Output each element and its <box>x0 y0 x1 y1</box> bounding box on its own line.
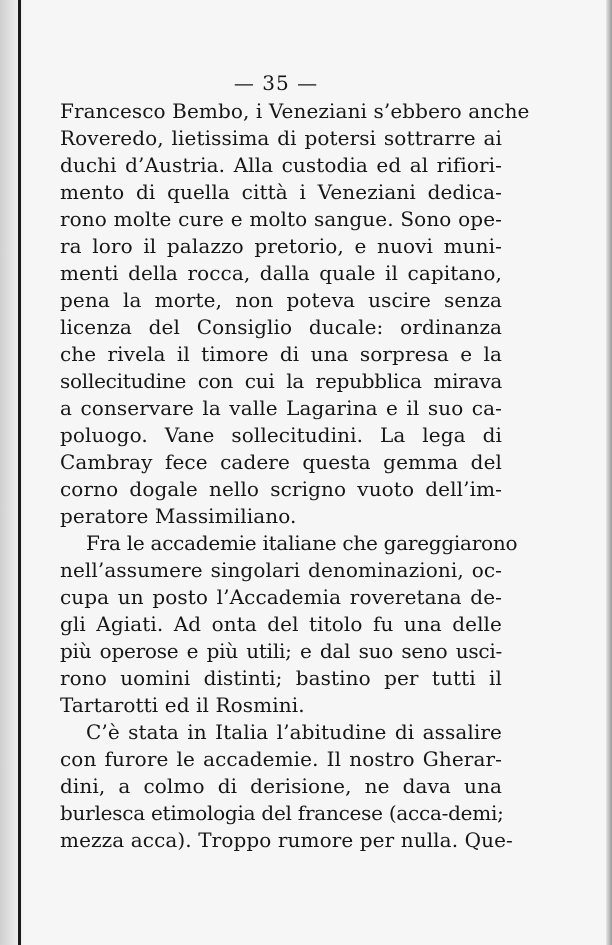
page-number: — 35 — <box>233 71 319 95</box>
text-line: peratore Massimiliano. <box>60 504 297 528</box>
text-line: licenza del Consiglio ducale: ordinanza <box>60 315 502 339</box>
text-line: a conservare la valle Lagarina e il suo ca- <box>60 396 502 420</box>
paragraph-1 <box>60 98 530 530</box>
text-line: dini, a colmo di derisione, ne dava una <box>60 774 502 798</box>
text-line: poluogo. Vane sollecitudini. La lega di <box>60 423 502 447</box>
page-right-edge <box>606 0 612 945</box>
text-line: pena la morte, non poteva uscire senza <box>60 288 502 312</box>
text-line: Fra le accademie italiane che gareggiarono <box>86 531 518 555</box>
text-line: sollecitudine con cui la repubblica mirava <box>60 369 502 393</box>
text-line: burlesca etimologia del francese (acca-demi; <box>60 801 504 825</box>
text-block <box>60 68 530 854</box>
text-line: Francesco Bembo, i Veneziani s’ebbero anche <box>60 99 530 123</box>
paragraph-2 <box>60 530 518 719</box>
text-line: Tartarotti ed il Rosmini. <box>60 693 305 717</box>
text-line: più operose e più utili; e dal suo seno usci- <box>60 639 502 663</box>
text-line: ra loro il palazzo pretorio, e nuovi muni- <box>60 234 502 258</box>
text-line: rono uomini distinti; bastino per tutti il <box>60 666 502 690</box>
text-line: menti della rocca, dalla quale il capitano, <box>60 261 502 285</box>
text-line: mento di quella città i Veneziani dedica- <box>60 180 502 204</box>
text-line: rono molte cure e molto sangue. Sono ope- <box>60 207 502 231</box>
text-line: duchi d’Austria. Alla custodia ed al rifiori- <box>60 153 502 177</box>
text-line: corno dogale nello scrigno vuoto dell’im- <box>60 477 502 501</box>
paragraph-3 <box>60 719 513 854</box>
text-line: cupa un posto l’Accademia roveretana de- <box>60 585 502 609</box>
text-line: C’è stata in Italia l’abitudine di assalire <box>86 720 502 744</box>
book-spine-edge <box>18 0 21 945</box>
text-line: mezza acca). Troppo rumore per nulla. Que- <box>60 828 513 852</box>
text-line: Roveredo, lietissima di potersi sottrarre ai <box>60 126 502 150</box>
text-line: che rivela il timore di una sorpresa e la <box>60 342 502 366</box>
text-line: Cambray fece cadere questa gemma del <box>60 450 502 474</box>
text-line: nell’assumere singolari denominazioni, oc- <box>60 558 502 582</box>
text-line: con furore le accademie. Il nostro Gherar- <box>60 747 502 771</box>
text-line: gli Agiati. Ad onta del titolo fu una delle <box>60 612 502 636</box>
